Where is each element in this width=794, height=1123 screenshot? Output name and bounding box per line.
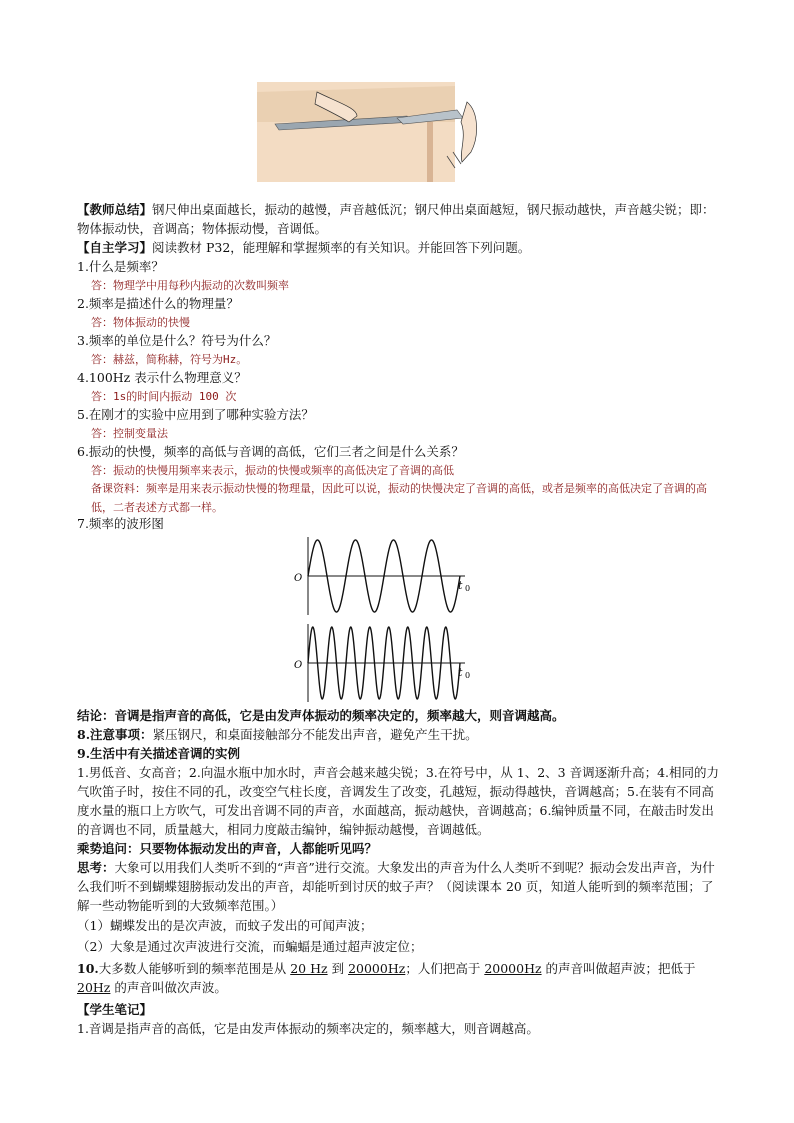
think-answer-2: （2）大象是通过次声波进行交流，而蝙蝠是通过超声波定位；	[77, 939, 423, 954]
question: 6.振动的快慢，频率的高低与音调的高低，它们三者之间是什么关系？	[77, 444, 464, 459]
selfstudy-text: 阅读教材 P32，能理解和掌握频率的有关知识。并能回答下列问题。	[152, 240, 531, 255]
ruler-experiment-illustration	[257, 82, 479, 182]
answer: 答：振动的快慢用频率来表示，振动的快慢或频率的高低决定了音调的高低	[91, 464, 454, 477]
item8-title: 8.注意事项：	[77, 727, 153, 742]
qa-list	[77, 257, 722, 517]
student-notes-tag: 【学生笔记】	[77, 1002, 153, 1017]
item-10	[77, 959, 722, 997]
summary-text: 钢尺伸出桌面越长，振动的越慢，声音越低沉；钢尺伸出桌面越短，钢尺振动越快，声音越尖锐；即：物体振动快，音调高；物体振动慢，音调低。	[77, 202, 715, 236]
prep-note: 备课资料：频率是用来表示振动快慢的物理量，因此可以说，振动的快慢决定了音调的高低，或者是频率的高低决定了音调的高低，二者表述方式都一样。	[91, 482, 707, 514]
item-8	[77, 725, 722, 744]
think-answer-1: （1）蝴蝶发出的是次声波，而蚊子发出的可闻声波；	[77, 918, 373, 933]
think-tag: 思考：	[77, 860, 115, 875]
freq-20hz-infra: 20Hz	[77, 980, 111, 995]
conclusion: 结论：音调是指声音的高低，它是由发声体振动的频率决定的，频率越大，则音调越高。	[77, 708, 565, 723]
answer: 答：控制变量法	[91, 427, 168, 440]
item10-p5: 的声音叫做次声波。	[110, 980, 227, 995]
question: 1.什么是频率？	[77, 259, 164, 274]
item9-text: 1.男低音、女高音；2.向温水瓶中加水时，声音会越来越尖锐；3.在符号中，从 1、2、3 音调逐渐升高；4.相同的力气吹笛子时，按住不同的孔，改变空气柱长度，音调发生了改变，孔越短，振动得越快，音调越高；5.在装有不同高度水量的瓶口上方吹气，可发出音调不同的声音，水面越高，振动越快，音调越高；6.编钟质量不同，在敲击时发出的音调也不同，质量越大，相同力度敲击编钟，编钟振动越慢，音调越低。	[77, 765, 720, 837]
item8-text: 紧压钢尺，和桌面接触部分不能发出声音，避免产生干扰。	[152, 727, 478, 742]
t-label: t	[458, 579, 463, 592]
item10-p2: 到	[327, 961, 349, 976]
student-notes-text: 1.音调是指声音的高低，它是由发声体振动的频率决定的，频率越大，则音调越高。	[77, 1021, 539, 1036]
freq-20000hz-ultra: 20000Hz	[484, 961, 542, 976]
item10-p1: 大多数人能够听到的频率范围是从	[98, 961, 291, 976]
selfstudy-tag: 【自主学习】	[77, 240, 153, 255]
item10-p3: ；人们把高于	[405, 961, 485, 976]
answer: 答：物理学中用每秒内振动的次数叫频率	[91, 279, 289, 292]
origin-label: O	[294, 660, 303, 671]
question: 3.频率的单位是什么？符号为什么？	[77, 333, 277, 348]
self-study	[77, 238, 722, 257]
question: 2.频率是描述什么的物理量？	[77, 296, 239, 311]
answer: 答：物体振动的快慢	[91, 316, 190, 329]
think	[77, 858, 722, 915]
waveform-low-frequency	[280, 535, 490, 617]
freq-20hz: 20 Hz	[290, 961, 328, 976]
teacher-summary	[77, 200, 722, 238]
answer: 答：1s的时间内振动 100 次	[91, 390, 237, 403]
question: 5.在刚才的实验中应用到了哪种实验方法？	[77, 407, 314, 422]
t-sub: 0	[465, 671, 471, 680]
waveform-high-frequency	[280, 622, 490, 704]
item10-p4: 的声音叫做超声波；把低于	[541, 961, 696, 976]
think-text: 大象可以用我们人类听不到的“声音”进行交流。大象发出的声音为什么人类听不到呢？振动会发出声音，为什么我们听不到蝴蝶翅膀振动发出的声音，却能听到讨厌的蚊子声？（阅读课本 20 页，知道人能听到的频率范围；了解一些动物能听到的大致频率范围。）	[77, 860, 715, 913]
answer: 答：赫兹，简称赫，符号为Hz。	[91, 353, 248, 366]
freq-20000hz: 20000Hz	[348, 961, 406, 976]
origin-label: O	[294, 573, 303, 584]
t-sub: 0	[465, 584, 471, 593]
followup-question: 乘势追问：只要物体振动发出的声音，人都能听见吗？	[77, 841, 378, 856]
summary-tag: 【教师总结】	[77, 202, 153, 217]
q7-title: 7.频率的波形图	[77, 516, 164, 531]
item9-title: 9.生活中有关描述音调的实例	[77, 746, 241, 761]
question: 4.100Hz 表示什么物理意义？	[77, 370, 247, 385]
item10-num: 10.	[77, 961, 99, 976]
t-label: t	[458, 666, 463, 679]
